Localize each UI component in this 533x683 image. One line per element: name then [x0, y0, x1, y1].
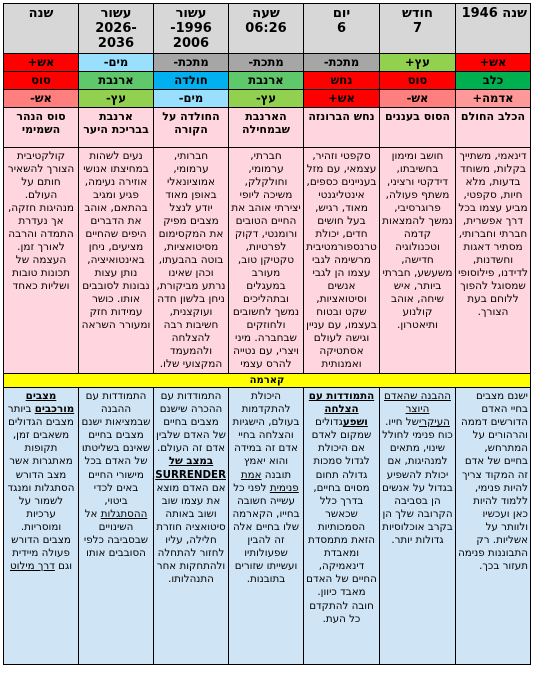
- karma-detail: [151, 388, 229, 665]
- element-cell: מים-: [79, 54, 154, 72]
- karma-text-segment: ההסתגלות: [100, 507, 148, 520]
- header-year-annual: שנה: [4, 4, 79, 54]
- bazi-chart-table: [3, 3, 531, 665]
- karma-text-segment: אמת פנימית: [240, 468, 299, 494]
- karma-text-segment: דרך מילוט: [9, 560, 55, 573]
- animal-cell: סוס: [380, 72, 456, 90]
- animal-cell: ארנבת: [229, 72, 304, 90]
- pillar-description: חושב ומימון בחשיבתו, דידקטי ורציני, משתף פעולה, פרוגרסיבי, נמשך להמצאות קדמה וטכנולוגיה חדישה, משעשע, חברתי ביותר, איש שיחה, אוהב קולנוע ותיאטרון.: [380, 148, 456, 374]
- element-row-1: [4, 54, 531, 72]
- karma-detail: [456, 388, 531, 665]
- karma-text-segment: התמודדות עם ההבנה שבמציאות ישנם מצבים בחיים שאינם בשליטתו של האדם בכל מישורי החיים באים לכדי ביטוי,: [81, 390, 151, 507]
- pillar-subtitle: הסוס בעננים: [380, 108, 456, 148]
- description-row: [4, 148, 531, 374]
- karma-row: [4, 374, 531, 388]
- animal-cell: נחש: [304, 72, 380, 90]
- element-row-3: [4, 90, 531, 108]
- element-cell: אדמה+: [456, 90, 531, 108]
- karma-text-segment: ישנם מצבים בחיי האדם הדורשים דממה והרהורים על המתרחש, בחיים של אדם זה המקוד צריך להיות פנימי, ללמוד להיות כאן ועכשיו ולוותר על אשליות. רק התבוננות פנימה תעזור בכך.: [458, 390, 528, 573]
- karma-text-segment: , אם האדם מוצא את עצמו שוב ושוב באותה סיטואציה חוזרת חלילה, עליו לחזור להתחלה ולהתחקות אחר התנהלותו.: [151, 468, 226, 586]
- element-cell: מתכת-: [154, 54, 229, 72]
- pillar-subtitle: נחש הברונזה: [304, 108, 380, 148]
- karma-detail: [4, 388, 79, 665]
- element-cell: מתכת-: [304, 54, 380, 72]
- element-cell: אש-: [380, 90, 456, 108]
- pillar-subtitle: הכלב החולם: [456, 108, 531, 148]
- karma-detail: [229, 388, 304, 665]
- animal-cell: סוס: [4, 72, 79, 90]
- pillar-subtitle: ארנבת בבריכת היער: [79, 108, 154, 148]
- element-cell: מתכת-: [229, 54, 304, 72]
- pillar-description: חברותי, ערמומי, אמוציונאלי באופן מאוד יודע לנצל מצבים מפיק את המקסימום מסיטואציות, בוטה בהבעתו, וכהן שאינו נרתע מביקורת, ניחן בלשון חדה ועוקצנית, חשיבות רבה להצלחה ולהמעמד המקצועי שלו.: [154, 148, 229, 374]
- animal-cell: ארנבת: [79, 72, 154, 90]
- element-cell: עץ+: [380, 54, 456, 72]
- element-cell: אש+: [456, 54, 531, 72]
- karma-text-segment: של חייו. כוח פנימי לחולל שינוי, מתאים למנהיגות, אם יכולת להשפיע בגדול על אנשים הן בסביבה הקרובה שלך הן בקרב אוכלוסיות גדולות יותר.: [382, 416, 453, 547]
- header-row: [4, 4, 531, 54]
- karma-text-segment: ההבנה שהאדם היוצר העיקרי: [384, 390, 451, 429]
- header-hour: שעה 06:26: [229, 4, 304, 54]
- pillar-subtitle: הארנבת שבמחילה: [229, 108, 304, 148]
- element-cell: מים-: [154, 90, 229, 108]
- karma-text-segment: התמודדות עם ההכרה שישנם מצבים בחיים של האדם שלבין אדם זה העולם.: [156, 390, 226, 455]
- karma-text-segment: ביותר מצבים הגדולים משאבים זמן, תקופות מאתגרות אשר מצב הדורש הסתגלות ומנגד לשמור על ערכיות ומוסריות. מצבים הדורש פעולה מיידית וגם: [7, 403, 75, 573]
- animal-cell: כלב: [456, 72, 531, 90]
- karma-text-segment: מצבים מורכבים: [25, 390, 75, 416]
- pillar-description: סקפטי וזהיר, עצמאי, עם מזל בעניינים כספים, אינטליגנטי מאוד, רגיש, בעל חושים חדים, יכולת טרנספורמטיבית מרשימה לגבי עצמו הן לגבי אנשים וסיטואציות, שקט ובטוח בעצמו, עם עניין וגישה לעולם אסתטיקה ואמנותית: [304, 148, 380, 374]
- karma-text-segment: התמודדות עם הצלחה ושפע: [308, 390, 375, 429]
- pillar-description: חברתי, ערמומי, וחולקלק, משיכה ליופי יצירתי אוהב את החיים הטובים ורומנטי, דקוק לפרטיות, טקטיקן טוב, מעורב במעגלים ובתהליכים נמשך לחשובים ולחוזקים שבחברה. מיני ויצרי, עם נטייה להרס עצמי: [229, 148, 304, 374]
- header-decade-1996: עשור 1996- 2006: [154, 4, 229, 54]
- element-cell: עץ-: [229, 90, 304, 108]
- animal-cell: חולדה: [154, 72, 229, 90]
- karma-detail: [79, 388, 154, 665]
- subtitle-row: [4, 108, 531, 148]
- pillar-subtitle: החולדה על הקורה: [154, 108, 229, 148]
- element-cell: אש-: [4, 90, 79, 108]
- karma-text-segment: לפני כל עשייה חשובה בחייו, הקארמה שלו בחיים אלה זה להבין שפעולותיו ועשייתו שזורים בתובנות.: [232, 481, 300, 586]
- karma-text-segment: היכולת להתקדמות בעולם, הישגיות והצלחה בחיי אדם זה במידה והוא יאמץ תובנה: [232, 390, 300, 481]
- element-cell: אש+: [4, 54, 79, 72]
- karma-detail: [380, 388, 456, 665]
- karma-text-segment: אל השינויים שבסביבה כלפי הסובבים אותו: [83, 507, 149, 560]
- pillar-description: נעים לשהות במחיצתו אנושי אוזירה נעימה, פגיע ומגיב בהתאם, אוהב את הדברים היפים שהחיים מציעים, ניחן באינטואיציה, נותן עצות נבונות לסובבים אותו. כושר עמידות חזק ומעורר השראה: [79, 148, 154, 374]
- header-month: חודש 7: [380, 4, 456, 54]
- chart-table-frame: [3, 3, 530, 680]
- element-cell: עץ-: [79, 90, 154, 108]
- header-decade-2026: עשור 2026-2036: [79, 4, 154, 54]
- pillar-description: קולקטיבית הצורך להשאיר חותם על העולם. מנהיגות חזקה, אך נעדרת התמדה והרבה לאורך זמן. העצמה של תכונות טובות ושליות כאחד: [4, 148, 79, 374]
- pillar-subtitle: סוס הנהר השמימי: [4, 108, 79, 148]
- karma-detail: [304, 388, 380, 665]
- header-year-1946: שנה 1946: [456, 4, 531, 54]
- header-day: יום 6: [304, 4, 380, 54]
- karma-detail-row: [4, 388, 531, 665]
- element-row-2: [4, 72, 531, 90]
- karma-heading: קארמה: [4, 374, 531, 388]
- element-cell: אש+: [304, 90, 380, 108]
- pillar-description: דינאמי, משתייך בקלות, משוחד בדעות, מלא חיות, סקפטי, מביע עצמו בכל דרך אפשרית, חברתי וחברותי, מסתיר דאגות וחשדנות, לדידנו, פילוסופי שמסוגל להפוך ללוחם בעת הצורך.: [456, 148, 531, 374]
- karma-text-segment: גדולים שמקום לאדם אם היכולת לגדול סמכות גדולה תחום מסוים בחיים, בדרך כלל שכאשר הסמכותיות הזאת מתמסדת ומאבדת דינאמיקה, החיים של האדם מאבד כיוון. חובה להתקדם כל העת.: [306, 416, 377, 625]
- karma-text-segment: במצב של SURRENDER: [155, 455, 226, 481]
